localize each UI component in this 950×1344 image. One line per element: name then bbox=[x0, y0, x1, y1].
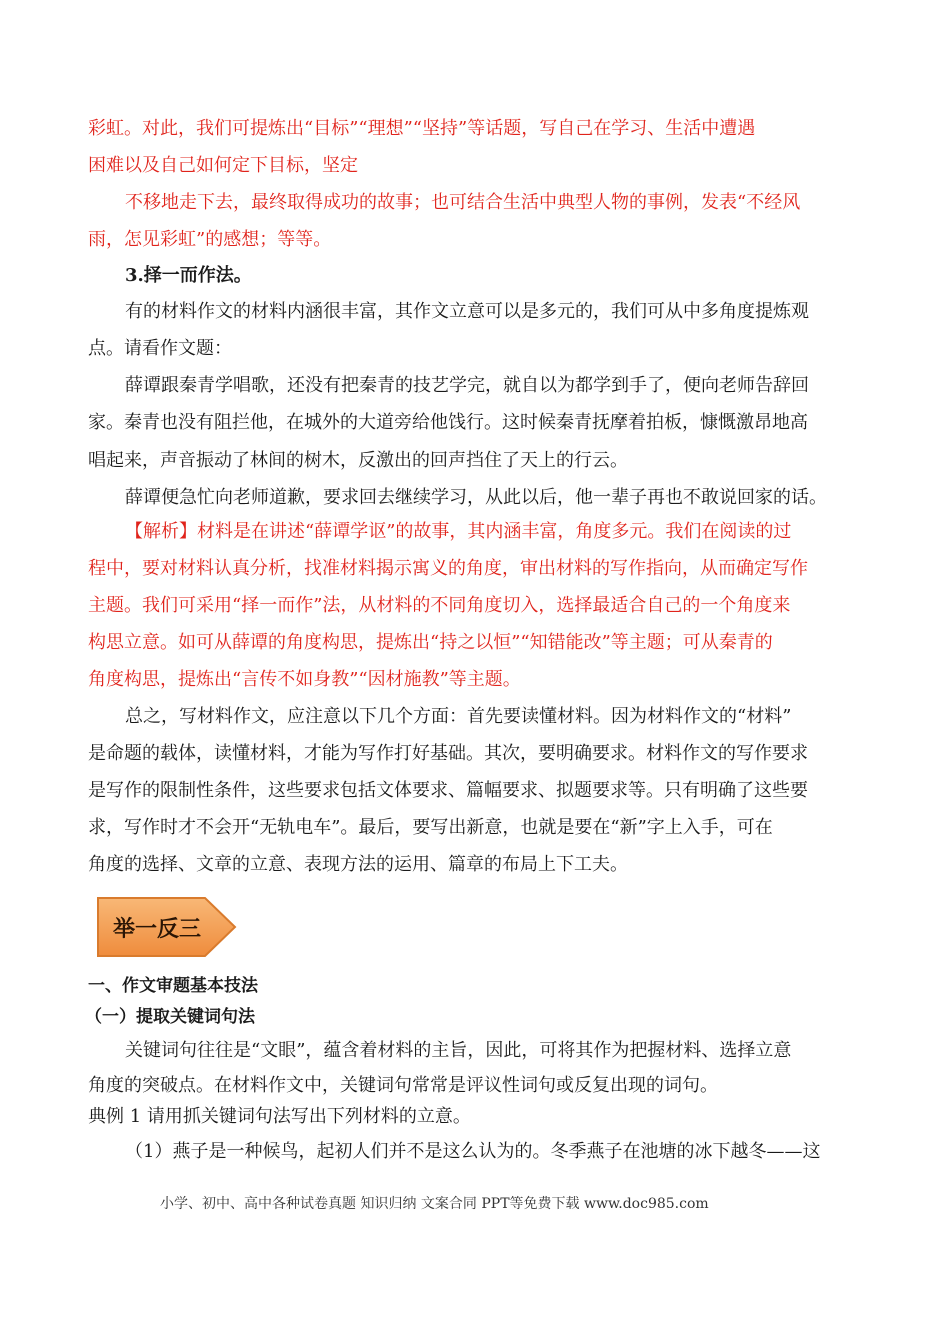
text-line: 困难以及自己如何定下目标，坚定 bbox=[88, 155, 358, 176]
text-line: 角度的选择、文章的立意、表现方法的运用、篇章的布局上下工夫。 bbox=[88, 854, 628, 875]
text-line: 薛谭便急忙向老师道歉，要求回去继续学习，从此以后，他一辈子再也不敢说回家的话。 bbox=[125, 487, 827, 508]
section-heading: 一、作文审题基本技法 bbox=[88, 976, 258, 996]
text-line: 不移地走下去，最终取得成功的故事；也可结合生活中典型人物的事例，发表“不经风 bbox=[125, 192, 801, 213]
analysis-line: 构思立意。如可从薛谭的角度构思，提炼出“持之以恒”“知错能改”等主题；可从秦青的 bbox=[88, 632, 773, 653]
banner-label: 举一反三 bbox=[113, 917, 202, 942]
text-line: 雨，怎见彩虹”的感想；等等。 bbox=[88, 229, 332, 250]
text-line: 是命题的载体，读懂材料，才能为写作打好基础。其次，要明确要求。材料作文的写作要求 bbox=[88, 743, 808, 764]
analysis-line: 角度构思，提炼出“言传不如身教”“因材施教”等主题。 bbox=[88, 669, 521, 690]
subsection-heading: （一）提取关键词句法 bbox=[85, 1007, 255, 1027]
text-line: 角度的突破点。在材料作文中，关键词句常常是评议性词句或反复出现的词句。 bbox=[88, 1075, 718, 1096]
page-footer: 小学、初中、高中各种试卷真题 知识归纳 文案合同 PPT等免费下载 www.doc985.com bbox=[160, 1196, 709, 1212]
text-line: 总之，写材料作文，应注意以下几个方面：首先要读懂材料。因为材料作文的“材料” bbox=[125, 706, 792, 727]
text-line: 有的材料作文的材料内涵很丰富，其作文立意可以是多元的，我们可从中多角度提炼观 bbox=[125, 301, 809, 322]
text-line: 是写作的限制性条件，这些要求包括文体要求、篇幅要求、拟题要求等。只有明确了这些要 bbox=[88, 780, 808, 801]
text-line: 求，写作时才不会开“无轨电车”。最后，要写出新意，也就是要在“新”字上入手，可在 bbox=[88, 817, 773, 838]
example-heading: 典例 1 请用抓关键词句法写出下列材料的立意。 bbox=[88, 1106, 471, 1127]
text-line: 关键词句往往是“文眼”，蕴含着材料的主旨，因此，可将其作为把握材料、选择立意 bbox=[125, 1040, 792, 1061]
text-line: 彩虹。对此，我们可提炼出“目标”“理想”“坚持”等话题，写自己在学习、生活中遭遇 bbox=[88, 118, 756, 139]
text-line: （1）燕子是一种候鸟，起初人们并不是这么认为的。冬季燕子在池塘的冰下越冬——这 bbox=[125, 1141, 821, 1162]
analysis-line: 主题。我们可采用“择一而作”法，从材料的不同角度切入，选择最适合自己的一个角度来 bbox=[88, 595, 791, 616]
analysis-line: 【解析】材料是在讲述“薛谭学讴”的故事，其内涵丰富，角度多元。我们在阅读的过 bbox=[125, 521, 792, 542]
text-line: 薛谭跟秦青学唱歌，还没有把秦青的技艺学完，就自以为都学到手了，便向老师告辞回 bbox=[125, 375, 809, 396]
text-line: 家。秦青也没有阻拦他，在城外的大道旁给他饯行。这时候秦青抚摩着拍板，慷慨激昂地高 bbox=[88, 412, 808, 433]
analysis-line: 程中，要对材料认真分析，找准材料揭示寓义的角度，审出材料的写作指向，从而确定写作 bbox=[88, 558, 808, 579]
text-line: 点。请看作文题： bbox=[88, 338, 232, 359]
section-heading: 3.择一而作法。 bbox=[125, 265, 252, 286]
text-line: 唱起来，声音振动了林间的树木，反激出的回声挡住了天上的行云。 bbox=[88, 450, 628, 471]
